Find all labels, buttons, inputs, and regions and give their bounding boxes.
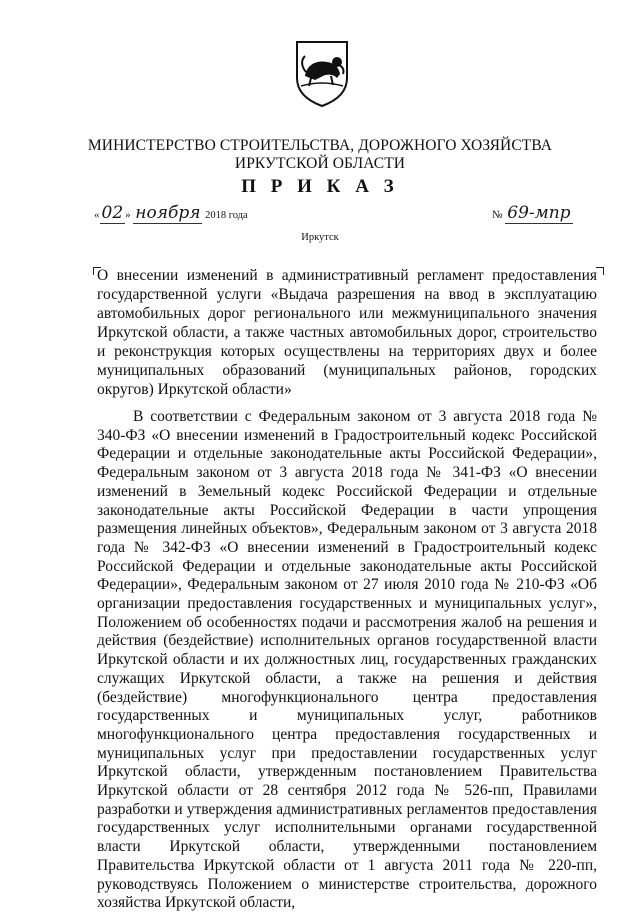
order-number-value: 69-мпр bbox=[507, 203, 571, 223]
order-date bbox=[94, 203, 248, 223]
date-day: 02 bbox=[101, 203, 124, 223]
order-number-prefix: № bbox=[492, 209, 503, 221]
date-month: ноября bbox=[135, 203, 201, 223]
date-open-quote: « bbox=[94, 209, 100, 221]
order-city: Иркутск bbox=[301, 232, 339, 243]
ministry-name-line-1: МИНИСТЕРСТВО СТРОИТЕЛЬСТВА, ДОРОЖНОГО ХОЗЯЙСТВА bbox=[87, 137, 553, 154]
order-title: П Р И К А З bbox=[241, 176, 399, 197]
date-year: 2018 года bbox=[205, 210, 248, 221]
date-close-quote: » bbox=[125, 209, 131, 221]
subject-corner-right bbox=[596, 267, 604, 275]
order-body-paragraph: В соответствии с Федеральным законом от 3 августа 2018 года № 340-ФЗ «О внесении изменений в Градостроительный кодекс Российской Федерации и отдельные законодательные акты Российской Федерации», Федеральным законом от 3 августа 2018 года № 341-ФЗ «О внесении изменений в Земельный кодекс Российской Федерации и отдельные законодательные акты Российской Федерации в части упрощения размещения линейных объектов», Федеральным законом от 3 августа 2018 года № 342-ФЗ «О внесении изменений в Градостроительный кодекс Российской Федерации и отдельные законодательные акты Российской Федерации», Федеральным законом от 27 июля 2010 года № 210-ФЗ «Об организации предоставления государственных и муниципальных услуг», Положением об особенностях подачи и рассмотрения жалоб на решения и действия (бездействие) исполнительных органов государственной власти Иркутской области и их должностных лиц, государственных гражданских служащих Иркутской области, а также на решения и действия (бездействие) многофункционального центра предоставления государственных и муниципальных услуг, работников многофункционального центра предоставления государственных и муниципальных услуг при предоставлении государственных услуг Иркутской области, утвержденным постановлением Правительства Иркутской области от 28 сентября 2012 года № 526-пп, Правилами разработки и утверждения административных регламентов предоставления государственных услуг исполнительными органами государственной власти Иркутской области, утвержденными постановлением Правительства Иркутской области от 1 августа 2011 года № 220-пп, руководствуясь Положением о министерстве строительства, дорожного хозяйства Иркутской области, bbox=[97, 408, 597, 912]
ministry-name bbox=[0, 137, 640, 173]
order-number bbox=[492, 203, 573, 223]
order-subject: О внесении изменений в административный регламент предоставления государственной услуги «Выдача разрешения на ввод в эксплуатацию автомобильных дорог регионального или межмуниципального значения Иркутской области, а также частных автомобильных дорог, строительство и реконструкция которых осуществлены на территориях двух и более муниципальных образований (муниципальных районов, городских округов) Иркутской области» bbox=[97, 267, 597, 398]
coat-of-arms-icon bbox=[293, 38, 351, 108]
ministry-name-line-2: ИРКУТСКОЙ ОБЛАСТИ bbox=[234, 155, 406, 172]
